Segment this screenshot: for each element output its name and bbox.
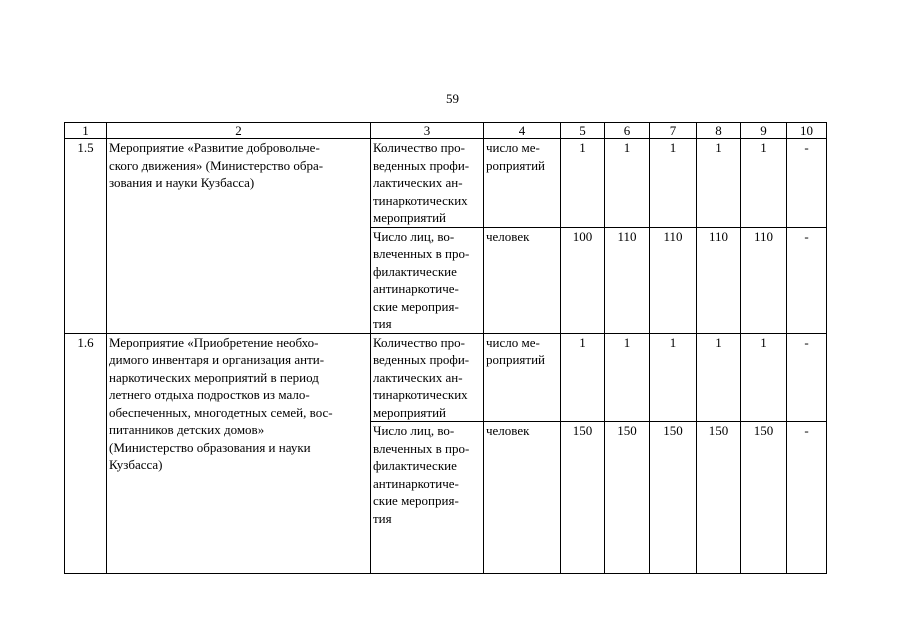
value-cell: 150 <box>741 422 787 574</box>
column-number-row <box>65 123 827 139</box>
value-cell: 150 <box>605 422 650 574</box>
value-cell: 150 <box>650 422 697 574</box>
column-header: 6 <box>605 123 650 139</box>
column-header: 10 <box>787 123 827 139</box>
column-header: 5 <box>561 123 605 139</box>
value-cell: - <box>787 139 827 228</box>
measures-table <box>64 122 827 574</box>
value-cell: 100 <box>561 227 605 333</box>
value-cell: 1 <box>605 333 650 422</box>
value-cell: 110 <box>697 227 741 333</box>
event-description: Мероприятие «Развитие добровольче- ского движения» (Министерство обра- зования и науки Кузбасса) <box>107 139 371 334</box>
indicator-name: Количество про- веденных профи- лактических ан- тинаркотических мероприятий <box>371 333 484 422</box>
value-cell: 1 <box>650 139 697 228</box>
column-header: 1 <box>65 123 107 139</box>
indicator-name: Число лиц, во- влеченных в про- филактические антинаркотиче- ские мероприя- тия <box>371 227 484 333</box>
value-cell: 1 <box>741 333 787 422</box>
value-cell: 110 <box>741 227 787 333</box>
unit-of-measure: число ме- роприятий <box>484 333 561 422</box>
indicator-name: Количество про- веденных профи- лактических ан- тинаркотических мероприятий <box>371 139 484 228</box>
value-cell: 110 <box>605 227 650 333</box>
page-number: 59 <box>446 91 459 106</box>
row-number: 1.5 <box>65 139 107 334</box>
value-cell: 1 <box>605 139 650 228</box>
column-header: 8 <box>697 123 741 139</box>
column-header: 3 <box>371 123 484 139</box>
value-cell: 1 <box>561 139 605 228</box>
value-cell: 1 <box>561 333 605 422</box>
value-cell: 150 <box>561 422 605 574</box>
column-header: 2 <box>107 123 371 139</box>
unit-of-measure: число ме- роприятий <box>484 139 561 228</box>
value-cell: 1 <box>697 139 741 228</box>
indicator-name: Число лиц, во- влеченных в про- филактические антинаркотиче- ские мероприя- тия <box>371 422 484 574</box>
value-cell: 110 <box>650 227 697 333</box>
value-cell: 1 <box>741 139 787 228</box>
column-header: 4 <box>484 123 561 139</box>
table-row <box>65 333 827 422</box>
value-cell: - <box>787 422 827 574</box>
value-cell: - <box>787 333 827 422</box>
value-cell: 1 <box>650 333 697 422</box>
table-row <box>65 139 827 228</box>
row-number: 1.6 <box>65 333 107 574</box>
unit-of-measure: человек <box>484 422 561 574</box>
column-header: 7 <box>650 123 697 139</box>
value-cell: 150 <box>697 422 741 574</box>
unit-of-measure: человек <box>484 227 561 333</box>
event-description: Мероприятие «Приобретение необхо- димого инвентаря и организация анти- наркотических мероприятий в период летнего отдыха подростков из мало- обеспеченных, многодетных семей, вос- питанников детских домов» (Министерство образования и науки Кузбасса) <box>107 333 371 574</box>
column-header: 9 <box>741 123 787 139</box>
value-cell: 1 <box>697 333 741 422</box>
value-cell: - <box>787 227 827 333</box>
